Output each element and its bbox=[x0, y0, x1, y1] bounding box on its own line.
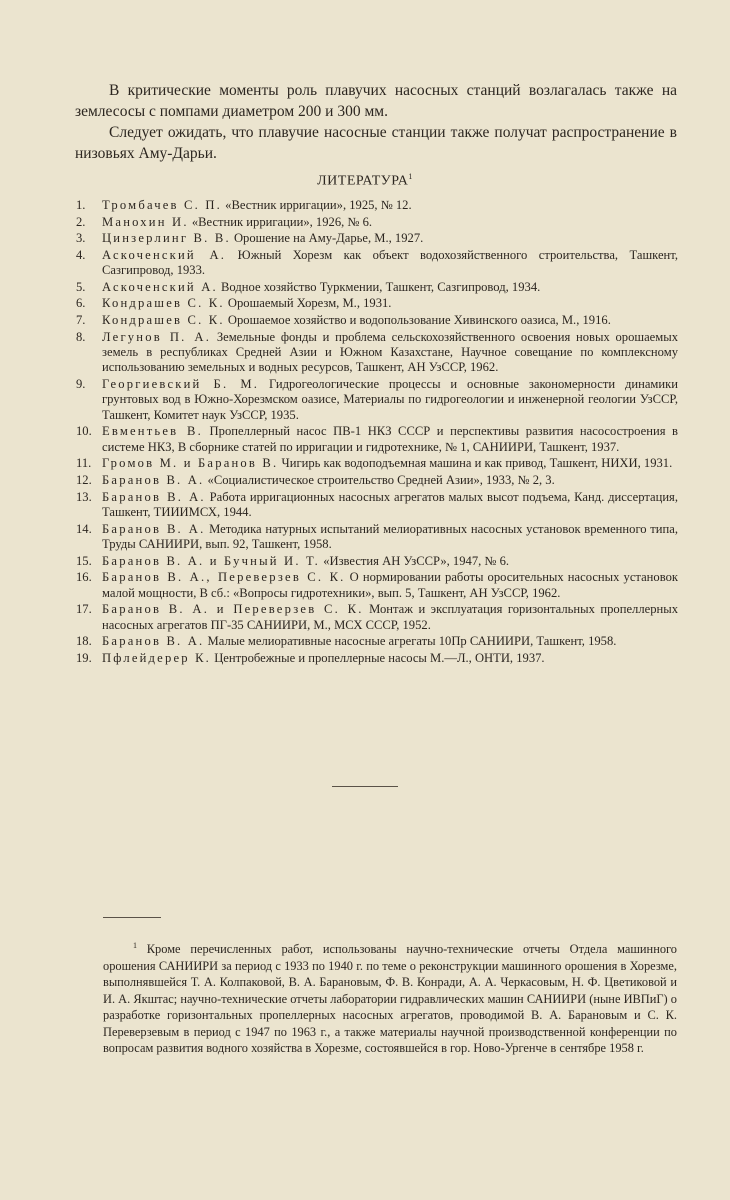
reference-number: 14. bbox=[76, 521, 92, 536]
reference-text: Пропеллерный насос ПВ-1 НКЗ СССР и перспективы развития насосостроения в системе НКЗ, В сборнике статей по ирригации и гидротехнике, № 1, САНИИРИ, Ташкент, 1937. bbox=[102, 424, 678, 454]
reference-item bbox=[76, 377, 678, 423]
reference-number: 9. bbox=[76, 376, 86, 391]
reference-text: Орошаемый Хорезм, М., 1931. bbox=[227, 296, 392, 311]
footnote bbox=[103, 938, 677, 1057]
reference-number: 1. bbox=[76, 198, 86, 212]
reference-item bbox=[76, 490, 678, 521]
intro-paragraph-2: Следует ожидать, что плавучие насосные станции также получат распространение в низовьях Аму-Дарьи. bbox=[75, 124, 677, 162]
reference-item bbox=[76, 248, 678, 279]
reference-item bbox=[76, 634, 678, 649]
reference-item bbox=[76, 602, 678, 633]
reference-number: 13. bbox=[76, 489, 92, 504]
reference-text: Южный Хорезм как объект водохозяйственного строительства, Ташкент, Сазгипровод, 1933. bbox=[102, 247, 678, 278]
reference-text: О нормировании работы оросительных насосных установок малой мощности, В сб.: «Вопросы гидротехники», вып. 5, Ташкент, АН УзССР, 1962. bbox=[102, 570, 678, 600]
reference-item bbox=[76, 651, 678, 666]
literature-heading bbox=[0, 172, 730, 190]
reference-author: Евментьев В. bbox=[102, 424, 203, 439]
reference-author: Цинзерлинг В. В. bbox=[102, 231, 231, 246]
reference-text: «Вестник ирригации», 1926, № 6. bbox=[191, 214, 373, 229]
reference-item bbox=[76, 280, 678, 295]
reference-number: 6. bbox=[76, 296, 86, 311]
reference-text: Орошаемое хозяйство и водопользование Хивинского оазиса, М., 1916. bbox=[227, 312, 611, 327]
reference-author: Баранов В. А. bbox=[102, 472, 205, 487]
reference-number: 10. bbox=[76, 424, 92, 439]
reference-author: Баранов В. А. и Бучный И. Т. bbox=[102, 553, 321, 568]
reference-author: Легунов П. А. bbox=[102, 329, 212, 344]
reference-number: 11. bbox=[76, 456, 92, 471]
reference-text: Чигирь как водоподъемная машина и как привод, Ташкент, НИХИ, 1931. bbox=[281, 456, 673, 471]
literature-heading-text: ЛИТЕРАТУРА bbox=[317, 173, 409, 189]
reference-text: Водное хозяйство Туркмении, Ташкент, Сазгипровод, 1934. bbox=[221, 279, 541, 294]
reference-item bbox=[76, 330, 678, 376]
reference-list bbox=[76, 198, 678, 667]
reference-number: 19. bbox=[76, 650, 92, 665]
reference-text: «Известия АН УзССР», 1947, № 6. bbox=[323, 553, 510, 568]
reference-author: Аскоченский А. bbox=[102, 247, 227, 262]
reference-item bbox=[76, 554, 678, 569]
reference-item bbox=[76, 456, 678, 471]
reference-number: 12. bbox=[76, 472, 92, 487]
reference-item bbox=[76, 198, 678, 213]
reference-text: «Вестник ирригации», 1925, № 12. bbox=[225, 198, 412, 212]
reference-author: Баранов В. А. bbox=[102, 489, 206, 504]
reference-text: Малые мелиоративные насосные агрегаты 10Пр САНИИРИ, Ташкент, 1958. bbox=[207, 634, 617, 649]
heading-footnote-mark: 1 bbox=[408, 172, 413, 181]
reference-number: 18. bbox=[76, 634, 92, 649]
reference-text: Центробежные и пропеллерные насосы М.—Л., ОНТИ, 1937. bbox=[214, 650, 545, 665]
reference-item bbox=[76, 424, 678, 455]
reference-author: Баранов В. А. и Переверзев С. К. bbox=[102, 602, 364, 617]
reference-author: Баранов В. А., Переверзев С. К. bbox=[102, 570, 346, 585]
reference-author: Аскоченский А. bbox=[102, 279, 218, 294]
reference-text: Работа ирригационных насосных агрегатов малых высот подъема, Канд. диссертация, Ташкент, ТИИИМСХ, 1944. bbox=[102, 489, 678, 519]
reference-text: Орошение на Аму-Дарье, М., 1927. bbox=[233, 231, 424, 246]
reference-text: «Социалистическое строительство Средней Азии», 1933, № 2, 3. bbox=[207, 472, 555, 487]
reference-number: 16. bbox=[76, 570, 92, 585]
reference-item bbox=[76, 215, 678, 230]
reference-number: 17. bbox=[76, 602, 92, 617]
reference-text: Монтаж и эксплуатация горизонтальных пропеллерных насосных агрегатов ПГ-35 САНИИРИ, М., МСХ СССР, 1952. bbox=[102, 602, 678, 632]
reference-text: Гидрогеологические процессы и основные закономерности динамики грунтовых вод в Южно-Хорезмском оазисе, Материалы по гидрогеологии и инженерной геологии УзССР, Ташкент, Комитет наук УзССР, 1935. bbox=[102, 376, 678, 422]
footnote-mark: 1 bbox=[133, 941, 137, 950]
reference-number: 7. bbox=[76, 312, 86, 327]
reference-text: Методика натурных испытаний мелиоративных насосных установок временного типа, Труды САНИИРИ, вып. 92, Ташкент, 1958. bbox=[102, 521, 678, 551]
reference-number: 4. bbox=[76, 247, 86, 262]
reference-number: 2. bbox=[76, 214, 86, 229]
reference-author: Баранов В. А. bbox=[102, 634, 205, 649]
intro-paragraph-1: В критические моменты роль плавучих насосных станций возлагалась также на землесосы с помпами диаметром 200 и 300 мм. bbox=[75, 82, 677, 120]
reference-item bbox=[76, 570, 678, 601]
reference-author: Громов М. и Баранов В. bbox=[102, 456, 279, 471]
reference-author: Тромбачев С. П. bbox=[102, 198, 222, 212]
reference-author: Георгиевский Б. М. bbox=[102, 376, 260, 391]
reference-author: Пфлейдерер К. bbox=[102, 650, 212, 665]
reference-item bbox=[76, 473, 678, 488]
reference-author: Кондрашев С. К. bbox=[102, 312, 225, 327]
intro-text bbox=[75, 80, 677, 164]
reference-item bbox=[76, 296, 678, 311]
section-divider bbox=[332, 786, 398, 787]
reference-number: 5. bbox=[76, 279, 86, 294]
reference-item bbox=[76, 231, 678, 246]
footnote-rule bbox=[103, 917, 161, 918]
reference-text: Земельные фонды и проблема сельскохозяйственного освоения новых орошаемых земель в республиках Средней Азии и Южном Казахстане, Научное совещание по комплексному использованию земельных и водных ресурсов, Ташкент, АН УзССР, 1962. bbox=[102, 329, 678, 375]
reference-number: 8. bbox=[76, 329, 86, 344]
footnote-text: Кроме перечисленных работ, использованы научно-технические отчеты Отдела машинного орошения САНИИРИ за период с 1933 по 1940 г. по теме о реконструкции машинного орошения в Хорезме, выполнявшейся Т. А. Колпаковой, В. А. Барановым, Ф. В. Конради, А. А. Черкасовым, Н. Ф. Цветиковой и И. А. Якштас; научно-технические отчеты лаборатории гидравлических машин САНИИРИ (ныне ИВПиГ) о разработке горизонтальных пропеллерных насосных агрегатов, проводимой В. А. Барановым и С. К. Переверзевым в период с 1947 по 1963 г., а также материалы научной производственной конференции по вопросам развития водного хозяйства в Хорезме, состоявшейся в гор. Ново-Ургенче в сентябре 1958 г. bbox=[103, 942, 677, 1056]
reference-author: Баранов В. А. bbox=[102, 521, 206, 536]
reference-number: 3. bbox=[76, 231, 86, 246]
reference-item bbox=[76, 313, 678, 328]
reference-number: 15. bbox=[76, 553, 92, 568]
reference-author: Манохин И. bbox=[102, 214, 189, 229]
reference-item bbox=[76, 522, 678, 553]
reference-author: Кондрашев С. К. bbox=[102, 296, 225, 311]
